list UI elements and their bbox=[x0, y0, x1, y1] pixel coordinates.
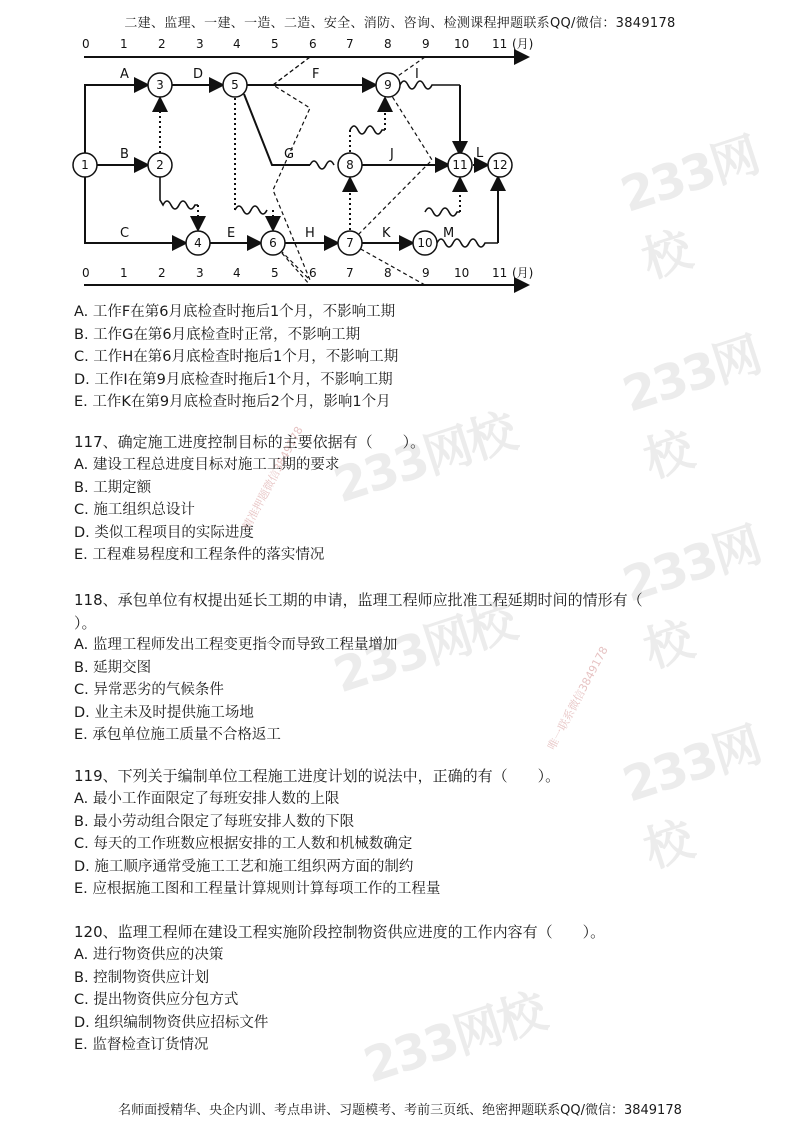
scale-label: 3 bbox=[196, 266, 204, 280]
option-b: B. 延期交图 bbox=[74, 659, 152, 676]
scale-label: 9 bbox=[422, 266, 430, 280]
node-5 bbox=[223, 73, 247, 97]
node-2 bbox=[148, 153, 172, 177]
option-e: E. 工程难易程度和工程条件的落实情况 bbox=[74, 547, 325, 563]
watermark: 233网校 bbox=[616, 326, 767, 489]
option-a: A. 监理工程师发出工程变更指令而导致工程量增加 bbox=[74, 637, 398, 653]
option-a: A. 最小工作面限定了每班安排人数的上限 bbox=[74, 791, 340, 807]
page-header: 二建、监理、一建、一造、二造、安全、消防、咨询、检测课程押题联系QQ/微信：3849178 bbox=[124, 16, 676, 31]
option-d: D. 工作I在第9月底检查时拖后1个月，不影响工期 bbox=[74, 371, 393, 388]
activity-label: G bbox=[284, 147, 295, 162]
option-a: A. 建设工程总进度目标对施工工期的要求 bbox=[74, 457, 340, 473]
question-117 bbox=[74, 430, 425, 567]
node-6 bbox=[261, 231, 285, 255]
scale-label: 0 bbox=[82, 266, 90, 280]
node-3 bbox=[148, 73, 172, 97]
activity-label: F bbox=[312, 67, 320, 82]
question-118 bbox=[74, 588, 643, 747]
node-10 bbox=[413, 231, 437, 255]
question-title-continued: ）。 bbox=[74, 614, 97, 632]
watermark-stamp: 精准押题微信3849178 bbox=[240, 424, 306, 533]
option-e: E. 监督检查订货情况 bbox=[74, 1037, 209, 1053]
scale-label: 1 bbox=[120, 266, 128, 280]
node-12 bbox=[488, 153, 512, 177]
activity-label: A bbox=[120, 67, 129, 82]
scale-label: 10 bbox=[454, 266, 470, 280]
activity-label: D bbox=[193, 67, 204, 82]
scale-label: 3 bbox=[196, 37, 204, 51]
scale-label: 9 bbox=[422, 37, 430, 51]
svg-text:10: 10 bbox=[417, 236, 433, 250]
question-title: 118、承包单位有权提出延长工期的申请，监理工程师应批准工程延期时间的情形有（ bbox=[74, 591, 643, 609]
scale-unit: (月) bbox=[512, 266, 534, 280]
option-d: D. 施工顺序通常受施工工艺和施工组织两方面的制约 bbox=[74, 858, 414, 875]
scale-label: 2 bbox=[158, 266, 166, 280]
activity-label: K bbox=[382, 226, 391, 241]
option-c: C. 提出物资供应分包方式 bbox=[74, 992, 239, 1008]
svg-text:8: 8 bbox=[346, 158, 354, 172]
node-4 bbox=[186, 231, 210, 255]
option-b: B. 工作G在第6月底检查时正常，不影响工期 bbox=[74, 326, 361, 343]
node-9 bbox=[376, 73, 400, 97]
svg-text:1: 1 bbox=[81, 158, 89, 172]
scale-label: 11 bbox=[492, 266, 508, 280]
option-d: D. 业主未及时提供施工场地 bbox=[74, 704, 254, 721]
watermark-stamp: 唯一联系微信3849178 bbox=[545, 644, 611, 753]
question-title: 120、监理工程师在建设工程实施阶段控制物资供应进度的工作内容有（ ）。 bbox=[74, 923, 606, 941]
question-title: 119、下列关于编制单位工程施工进度计划的说法中，正确的有（ ）。 bbox=[74, 767, 561, 785]
question-title: 117、确定施工进度控制目标的主要依据有（ ）。 bbox=[74, 433, 426, 451]
scale-label: 8 bbox=[384, 37, 392, 51]
scale-label: 0 bbox=[82, 37, 90, 51]
watermark: 233网校 bbox=[616, 516, 767, 679]
scale-unit: (月) bbox=[512, 37, 534, 51]
option-c: C. 施工组织总设计 bbox=[74, 502, 195, 518]
svg-text:11: 11 bbox=[452, 158, 468, 172]
scale-label: 4 bbox=[233, 266, 241, 280]
watermark: 233网校 bbox=[614, 127, 765, 290]
q116-options bbox=[74, 301, 398, 414]
scale-label: 10 bbox=[454, 37, 470, 51]
option-b: B. 工期定额 bbox=[74, 479, 152, 496]
svg-text:3: 3 bbox=[156, 78, 164, 92]
svg-text:2: 2 bbox=[156, 158, 164, 172]
svg-text:6: 6 bbox=[269, 236, 277, 250]
watermark: 233网校 bbox=[357, 983, 552, 1095]
watermark: 233网校 bbox=[327, 403, 522, 515]
scale-label: 4 bbox=[233, 37, 241, 51]
activity-label: L bbox=[476, 146, 484, 161]
option-e: E. 承包单位施工质量不合格返工 bbox=[74, 727, 281, 743]
option-b: B. 最小劳动组合限定了每班安排人数的下限 bbox=[74, 813, 355, 830]
svg-text:5: 5 bbox=[231, 78, 239, 92]
option-c: C. 异常恶劣的气候条件 bbox=[74, 682, 224, 698]
svg-text:9: 9 bbox=[384, 78, 392, 92]
scale-label: 7 bbox=[346, 266, 354, 280]
activity-label: I bbox=[415, 67, 419, 82]
watermark: 233网校 bbox=[616, 716, 767, 879]
option-a: A. 工作F在第6月底检查时拖后1个月，不影响工期 bbox=[74, 304, 396, 320]
activity-label: C bbox=[120, 226, 130, 241]
top-time-scale bbox=[82, 37, 533, 51]
question-119 bbox=[74, 764, 560, 901]
option-a: A. 进行物资供应的决策 bbox=[74, 947, 224, 963]
node-8 bbox=[338, 153, 362, 177]
activity-label: J bbox=[390, 147, 394, 162]
activity-label: M bbox=[443, 226, 455, 241]
svg-text:4: 4 bbox=[194, 236, 202, 250]
node-1 bbox=[73, 153, 97, 177]
scale-label: 11 bbox=[492, 37, 508, 51]
question-120 bbox=[74, 920, 605, 1057]
option-b: B. 控制物资供应计划 bbox=[74, 969, 210, 986]
option-e: E. 应根据施工图和工程量计算规则计算每项工作的工程量 bbox=[74, 881, 441, 897]
option-c: C. 工作H在第6月底检查时拖后1个月，不影响工期 bbox=[74, 349, 399, 365]
scale-label: 7 bbox=[346, 37, 354, 51]
scale-label: 6 bbox=[309, 37, 317, 51]
page-footer: 名师面授精华、央企内训、考点串讲、习题模考、考前三页纸、绝密押题联系QQ/微信：3849178 bbox=[118, 1103, 682, 1118]
activity-label: B bbox=[120, 147, 129, 162]
scale-label: 8 bbox=[384, 266, 392, 280]
node-11 bbox=[448, 153, 472, 177]
scale-label: 6 bbox=[309, 266, 317, 280]
scale-label: 5 bbox=[271, 37, 279, 51]
option-d: D. 类似工程项目的实际进度 bbox=[74, 524, 254, 541]
scale-label: 5 bbox=[271, 266, 279, 280]
svg-text:12: 12 bbox=[492, 158, 508, 172]
watermark: 233网校 bbox=[327, 593, 522, 705]
scale-label: 2 bbox=[158, 37, 166, 51]
network-diagram bbox=[60, 30, 540, 298]
node-7 bbox=[338, 231, 362, 255]
option-e: E. 工作K在第9月底检查时拖后2个月，影响1个月 bbox=[74, 394, 391, 410]
option-c: C. 每天的工作班数应根据安排的工人数和机械数确定 bbox=[74, 836, 413, 852]
activity-label: E bbox=[227, 226, 236, 241]
svg-text:7: 7 bbox=[346, 236, 354, 250]
activity-arrows bbox=[85, 85, 498, 243]
option-d: D. 组织编制物资供应招标文件 bbox=[74, 1014, 269, 1031]
activity-labels bbox=[120, 67, 484, 241]
activity-label: H bbox=[305, 226, 315, 241]
scale-label: 1 bbox=[120, 37, 128, 51]
